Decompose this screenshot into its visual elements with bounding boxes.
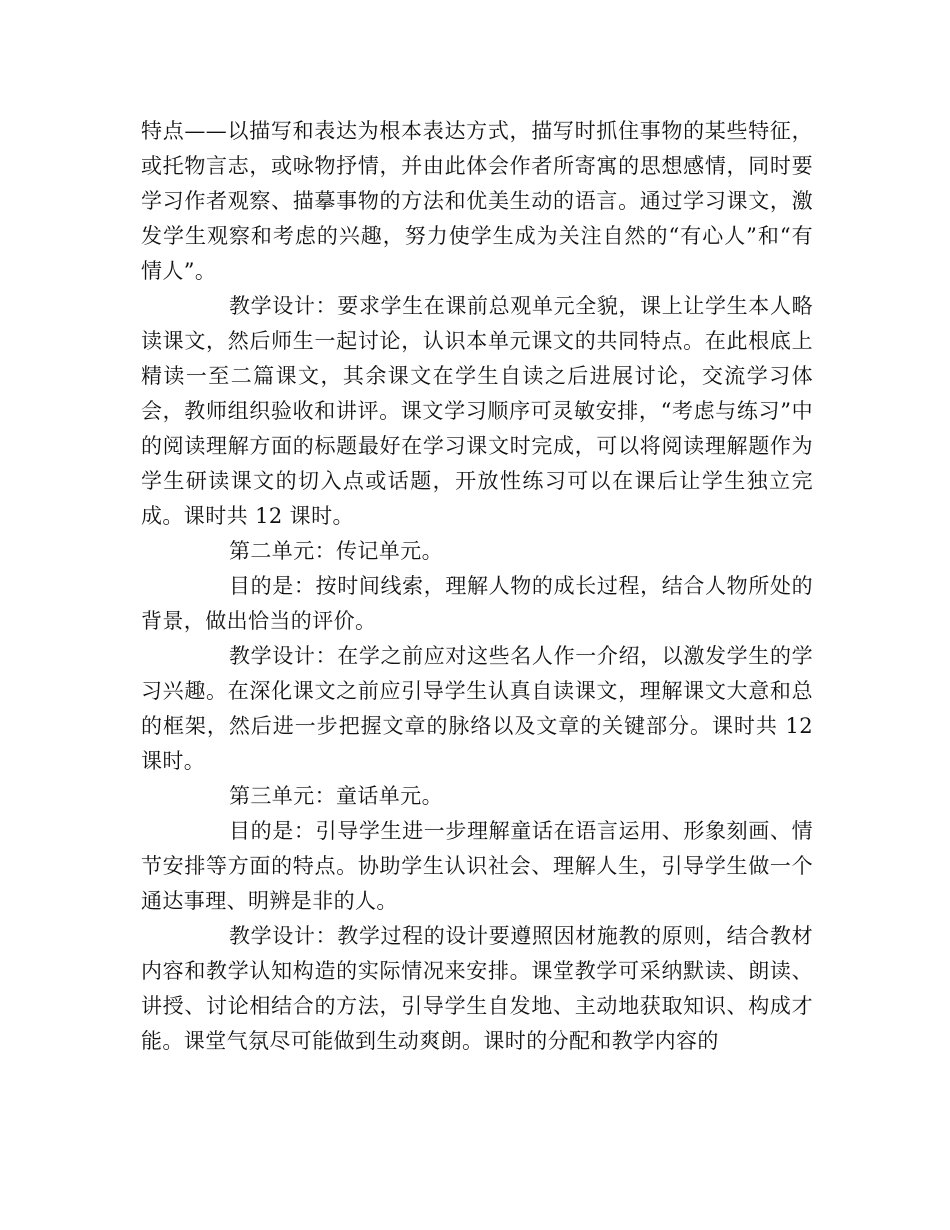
paragraph-7: 目的是：引导学生进一步理解童话在语言运用、形象刻画、情节安排等方面的特点。协助学生认识社会、理解人生，引导学生做一个通达事理、明辨是非的人。 — [141, 819, 813, 913]
paragraph-5: 教学设计：在学之前应对这些名人作一介绍，以激发学生的学习兴趣。在深化课文之前应引导学生认真自读课文，理解课文大意和总的框架，然后进一步把握文章的脉络以及文章的关键部分。课时共 12 课时。 — [141, 644, 813, 773]
paragraph-6: 第三单元：童话单元。 — [229, 784, 443, 808]
paragraph-8: 教学设计：教学过程的设计要遵照因材施教的原则，结合教材内容和教学认知构造的实际情况来安排。课堂教学可采纳默读、朗读、讲授、讨论相结合的方法，引导学生自发地、主动地获取知识、构成才能。课堂气氛尽可能做到生动爽朗。课时的分配和教学内容的 — [141, 924, 813, 1053]
document-body — [141, 114, 813, 1059]
paragraph-2: 教学设计：要求学生在课前总观单元全貌，课上让学生本人略读课文，然后师生一起讨论，认识本单元课文的共同特点。在此根底上精读一至二篇课文，其余课文在学生自读之后进展讨论，交流学习体会，教师组织验收和讲评。课文学习顺序可灵敏安排，“考虑与练习”中的阅读理解方面的标题最好在学习课文时完成，可以将阅读理解题作为学生研读课文的切入点或话题，开放性练习可以在课后让学生独立完成。课时共 12 课时。 — [141, 294, 813, 528]
paragraph-4: 目的是：按时间线索，理解人物的成长过程，结合人物所处的背景，做出恰当的评价。 — [141, 574, 813, 633]
paragraph-1: 特点——以描写和表达为根本表达方式，描写时抓住事物的某些特征，或托物言志，或咏物抒情，并由此体会作者所寄寓的思想感情，同时要学习作者观察、描摹事物的方法和优美生动的语言。通过学习课文，激发学生观察和考虑的兴趣，努力使学生成为关注自然的“有心人”和“有情人”。 — [141, 119, 813, 283]
paragraph-3: 第二单元：传记单元。 — [229, 539, 443, 563]
